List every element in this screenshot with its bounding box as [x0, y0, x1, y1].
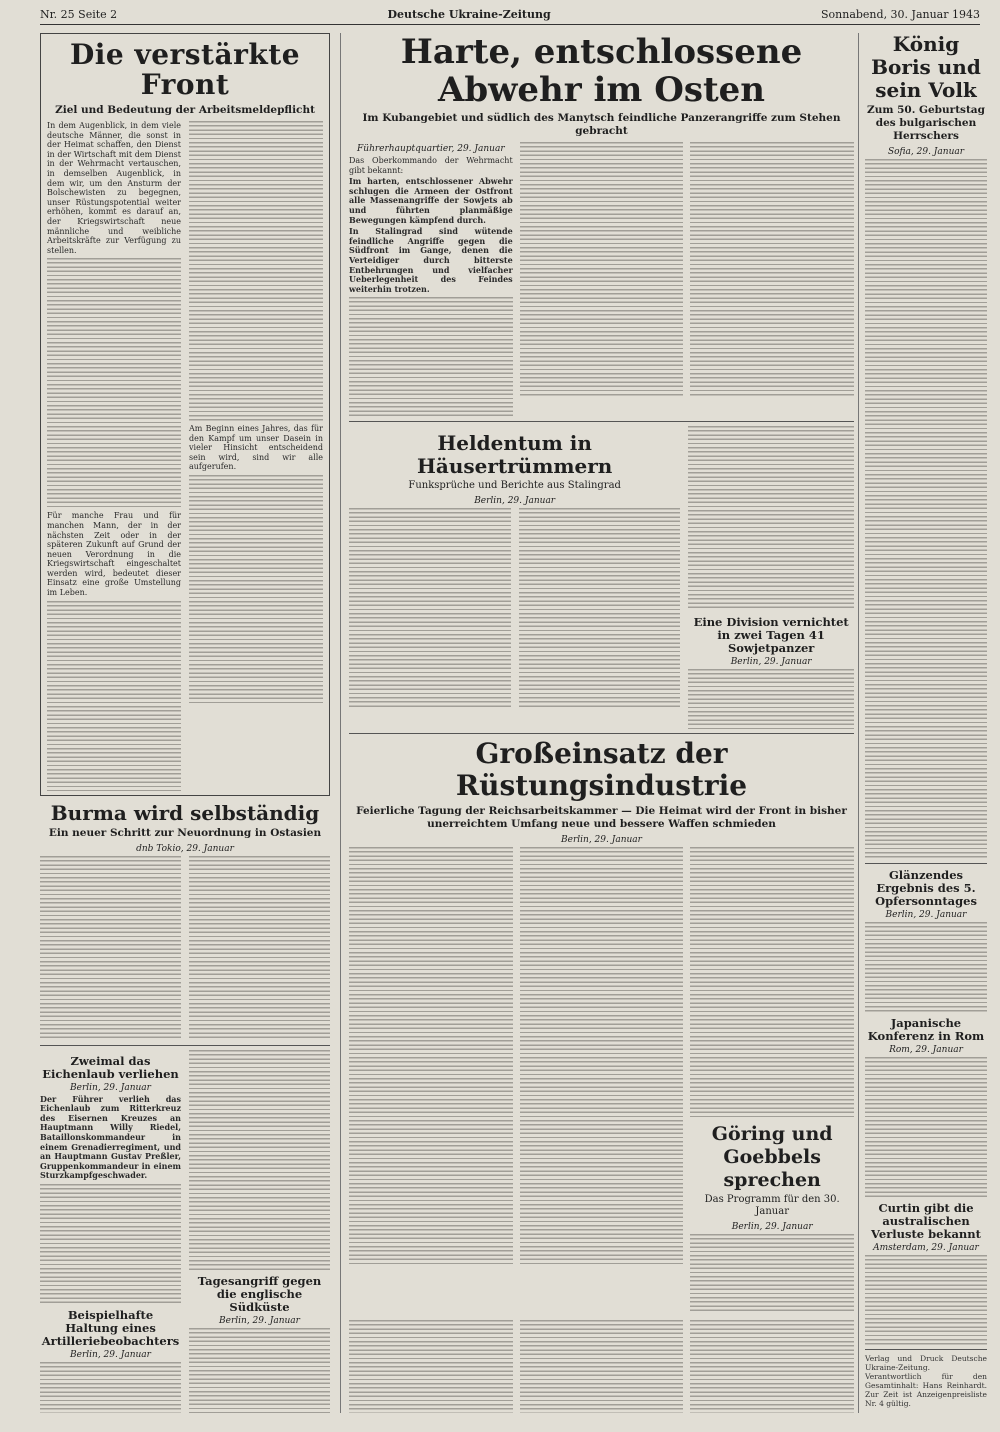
- article-subtitle: Zum 50. Geburtstag des bulgarischen Herrschers: [867, 104, 985, 142]
- article-body-text: [865, 159, 987, 859]
- dateline: Berlin, 29. Januar: [730, 657, 812, 668]
- article-body-text: [688, 426, 854, 611]
- article-verstaerkte-front: [40, 33, 330, 796]
- newspaper-name: Deutsche Ukraine-Zeitung: [387, 8, 551, 21]
- article-title: Die verstärkte Front: [69, 38, 301, 101]
- dateline: Sofia, 29. Januar: [887, 147, 965, 157]
- article-body-text: [865, 1057, 987, 1197]
- article-title-division: Eine Division vernichtet in zwei Tagen 41 Sowjetpanzer: [693, 615, 849, 656]
- dateline: Führerhauptquartier, 29. Januar: [357, 144, 505, 154]
- article-title-heldentum: Heldentum in Häusertrümmern: [416, 431, 613, 479]
- article-paragraph: Das Oberkommando der Wehrmacht gibt bekannt:: [349, 156, 513, 175]
- article-title-grosseinsatz: Großeinsatz der Rüstungsindustrie: [455, 737, 748, 803]
- dateline: Rom, 29. Januar: [889, 1045, 963, 1055]
- dateline: Berlin, 29. Januar: [70, 1082, 151, 1093]
- article-body-text: [189, 1328, 330, 1413]
- article-body-text: [189, 856, 330, 1041]
- article-title-opfersonntag: Glänzendes Ergebnis des 5. Opfersonntages: [875, 868, 977, 908]
- article-title-goering: Göring und Goebbels sprechen: [711, 1123, 833, 1192]
- article-body-text: [865, 1255, 987, 1345]
- article-body-text: [690, 847, 854, 1117]
- dateline: Berlin, 29. Januar: [70, 1350, 151, 1360]
- main-headline: Harte, entschlossene Abwehr im Osten: [400, 33, 803, 110]
- masthead: [40, 8, 980, 25]
- article-title-boris: König Boris und sein Volk: [871, 33, 981, 102]
- article-body-text: [189, 475, 323, 705]
- imprint: Verlag und Druck Deutsche Ukraine-Zeitung. Verantwortlich für den Gesamtinhalt: Hans Reinhardt. Zur Zeit ist Anzeigenpreisliste Nr. 4 gültig.: [865, 1354, 987, 1408]
- left-column: [40, 33, 330, 1413]
- article-body-text: [349, 1320, 513, 1413]
- article-body-text: [520, 847, 684, 1267]
- article-body-text: [189, 1050, 330, 1270]
- article-body-text: [349, 847, 513, 1267]
- article-title-curtin: Curtin gibt die australischen Verluste bekannt: [871, 1201, 981, 1241]
- article-body-text: [520, 142, 684, 397]
- article-body-text: [690, 142, 854, 397]
- issue-date: Sonnabend, 30. Januar 1943: [821, 8, 980, 21]
- article-paragraph: Für manche Frau und für manchen Mann, der in der nächsten Zeit oder in der späteren Zukunft auf Grund der neuen Verordnung in die Kriegswirtschaft eingeschaltet werden wird, bedeutet dieser Einsatz eine große Umstellung im Leben.: [47, 511, 181, 598]
- article-body-text: [688, 669, 854, 729]
- article-subtitle: Funksprüche und Berichte aus Stalingrad: [408, 480, 621, 492]
- article-subtitle: Feierliche Tagung der Reichsarbeitskammer — Die Heimat wird der Front in bisher unerreichtem Umfang neue und bessere Waffen schmieden: [356, 805, 847, 831]
- article-body-text: [349, 508, 511, 708]
- article-paragraph: Im harten, entschlossener Abwehr schlugen die Armeen der Ostfront alle Massenangriffe der Sowjets ab und führten planmäßige Bewegungen kämpfend durch.: [349, 176, 513, 225]
- article-body-text: [47, 258, 181, 508]
- dateline: Berlin, 29. Januar: [731, 1222, 813, 1233]
- article-title: Burma wird selbständig: [50, 800, 320, 825]
- article-subtitle: Ein neuer Schritt zur Neuordnung in Ostasien: [48, 826, 322, 839]
- article-paragraph: Der Führer verlieh das Eichenlaub zum Ritterkreuz des Eisernen Kreuzes an Hauptmann Willy Riedel, Bataillonskommandeur in einem Grenadierregiment, und an Hauptmann Gustav Preßler, Gruppenkommandeur in einem Sturzkampfgeschwader.: [40, 1093, 181, 1181]
- article-body-text: [520, 1320, 684, 1413]
- article-title-japan: Japanische Konferenz in Rom: [867, 1016, 985, 1043]
- article-paragraph: In dem Augenblick, in dem viele deutsche Männer, die sonst in der Heimat schaffen, den Dienst in der Wirtschaft mit dem Dienst in der Wehrmacht vertauschen, in demselben Augenblick, in dem wir, um den Ansturm der Bolschewisten zu begegnen, unser Rüstungspotential weiter erhöhen, kommt es darauf an, der Kriegswirtschaft neue männliche und weibliche Arbeitskräfte zur Verfügung zu stellen.: [47, 121, 181, 255]
- article-paragraph: Am Beginn eines Jahres, das für den Kampf um unser Dasein in vieler Hinsicht entscheidend sein wird, sind wir alle aufgerufen.: [189, 424, 323, 472]
- article-body-text: [690, 1320, 854, 1413]
- article-body-text: [865, 922, 987, 1012]
- article-burma: [40, 802, 330, 1041]
- right-column: [858, 33, 987, 1413]
- article-body-text: [519, 508, 681, 708]
- dateline: dnb Tokio, 29. Januar: [136, 843, 234, 854]
- dateline: Berlin, 29. Januar: [219, 1315, 300, 1326]
- main-subheadline: Im Kubangebiet und südlich des Manytsch feindliche Panzerangriffe zum Stehen gebracht: [362, 112, 841, 137]
- article-body-text: [40, 1184, 181, 1304]
- article-body-text: [40, 856, 181, 1041]
- dateline: Berlin, 29. Januar: [885, 910, 967, 920]
- article-body-text: [47, 601, 181, 791]
- issue-number: Nr. 25 Seite 2: [40, 8, 118, 21]
- article-body-text: [349, 297, 513, 417]
- article-subtitle: Das Programm für den 30. Januar: [704, 1194, 840, 1218]
- dateline: Berlin, 29. Januar: [474, 496, 556, 507]
- article-paragraph: In Stalingrad sind wütende feindliche Angriffe gegen die Südfront im Gange, denen die Verteidiger durch bitterste Entbehrungen und vielfacher Ueberlegenheit des Feindes weiterhin trotzen.: [349, 226, 513, 294]
- article-title-eichenlaub: Zweimal das Eichenlaub verliehen: [42, 1053, 179, 1081]
- article-body-text: [40, 1362, 181, 1413]
- article-body-text: [690, 1234, 854, 1314]
- dateline: Amsterdam, 29. Januar: [873, 1243, 979, 1253]
- article-title-tagesangriff: Tagesangriff gegen die englische Südküste: [197, 1273, 322, 1314]
- main-column: [340, 33, 854, 1413]
- article-body-text: [189, 121, 323, 421]
- dateline: Berlin, 29. Januar: [561, 835, 642, 846]
- article-subtitle: Ziel und Bedeutung der Arbeitsmeldepflicht: [55, 104, 315, 116]
- article-title-artillerie: Beispielhafte Haltung eines Artilleriebeobachters: [41, 1308, 180, 1348]
